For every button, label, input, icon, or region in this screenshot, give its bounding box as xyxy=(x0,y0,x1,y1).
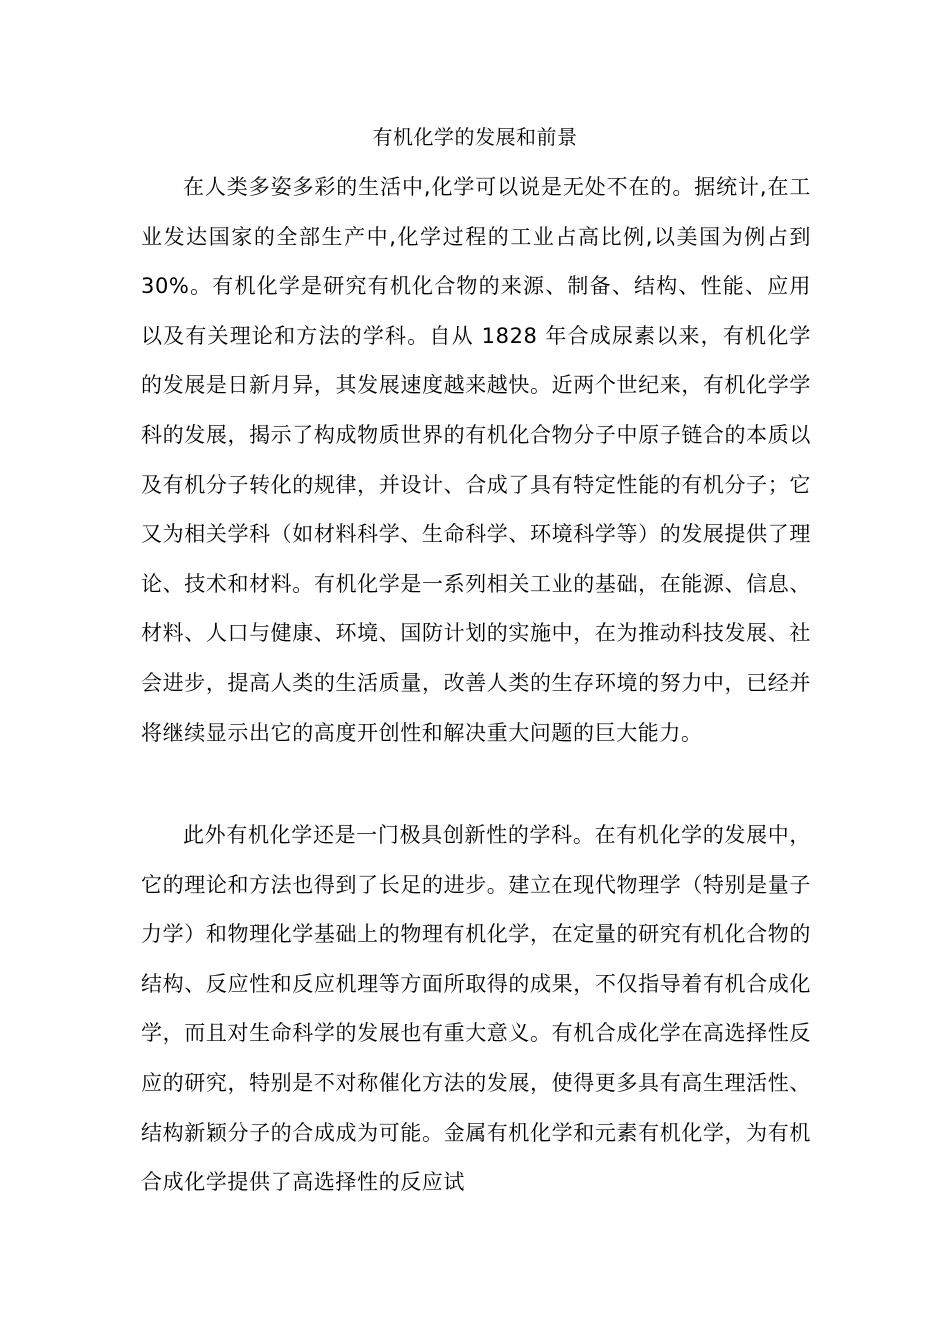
document-title: 有机化学的发展和前景 xyxy=(372,125,578,149)
paragraph-2: 此外有机化学还是一门极具创新性的学科。在有机化学的发展中，它的理论和方法也得到了长足的进步。建立在现代物理学（特别是量子力学）和物理化学基础上的物理有机化学，在定量的研究有机化合物的结构、反应性和反应机理等方面所取得的成果，不仅指导着有机合成化学，而且对生命科学的发展也有重大意义。有机合成化学在高选择性反应的研究，特别是不对称催化方法的发展，使得更多具有高生理活性、结构新颖分子的合成成为可能。金属有机化学和元素有机化学，为有机合成化学提供了高选择性的反应试 xyxy=(141,823,811,1195)
paragraph-1: 在人类多姿多彩的生活中,化学可以说是无处不在的。据统计,在工业发达国家的全部生产中,化学过程的工业占高比例,以美国为例占到 30%。有机化学是研究有机化合物的来源、制备、结构、性能、应用以及有关理论和方法的学科。自从 1828 年合成尿素以来，有机化学的发展是日新月异，其发展速度越来越快。近两个世纪来，有机化学学科的发展，揭示了构成物质世界的有机化合物分子中原子链合的本质以及有机分子转化的规律，并设计、合成了具有特定性能的有机分子；它又为相关学科（如材料科学、生命科学、环境科学等）的发展提供了理论、技术和材料。有机化学是一系列相关工业的基础，在能源、信息、材料、人口与健康、环境、国防计划的实施中，在为推动科技发展、社会进步，提高人类的生活质量，改善人类的生存环境的努力中，已经并将继续显示出它的高度开创性和解决重大问题的巨大能力。 xyxy=(141,175,811,745)
